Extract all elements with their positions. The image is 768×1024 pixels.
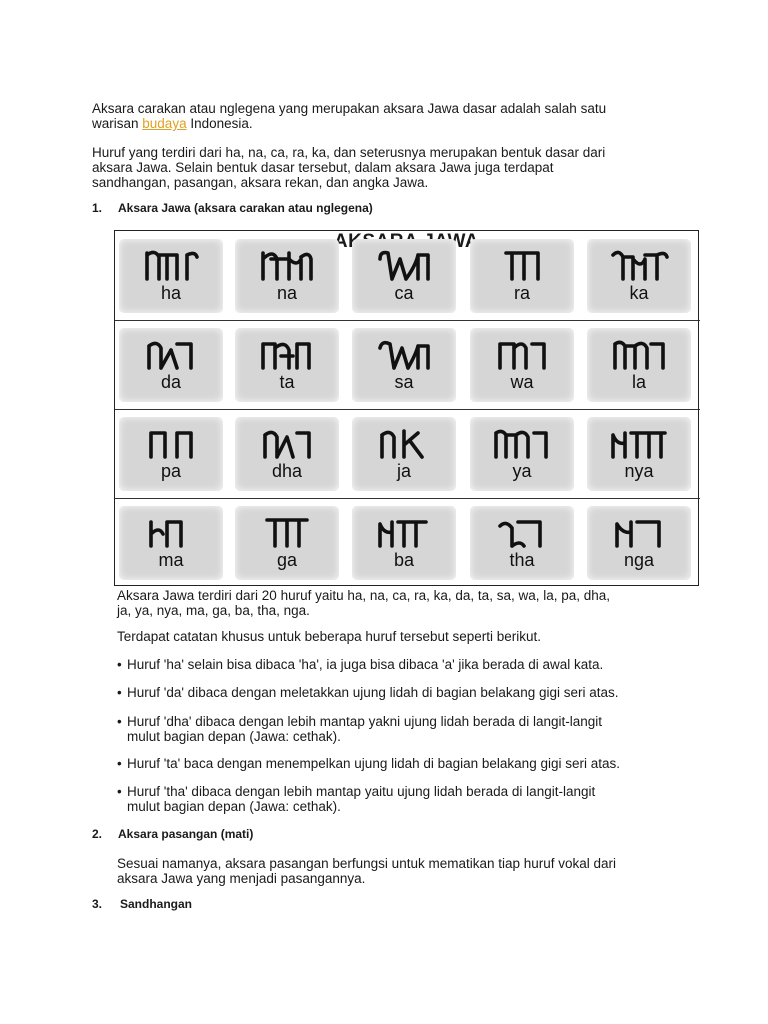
latin-label: sa xyxy=(394,372,414,392)
latin-label: ba xyxy=(393,550,415,570)
pa-glyph-icon xyxy=(137,423,205,463)
latin-label: ya xyxy=(512,461,532,481)
latin-label: ha xyxy=(160,283,182,303)
summary-line-1: Aksara Jawa terdiri dari 20 huruf yaitu ha, na, ca, ra, ka, da, ta, sa, wa, la, pa, dha, xyxy=(117,588,611,603)
tile-ga xyxy=(235,506,339,580)
latin-label: ma xyxy=(158,550,184,570)
tile-nga xyxy=(587,506,691,580)
intro-line-2-start: warisan xyxy=(92,116,143,131)
bullet-marker: • xyxy=(117,657,122,672)
list-item-text: Huruf 'da' dibaca dengan meletakkan ujung lidah di bagian belakang gigi seri atas. xyxy=(127,685,619,700)
ka-glyph-icon xyxy=(605,245,673,285)
latin-label: tha xyxy=(509,550,535,570)
section-2-line-1: Sesuai namanya, aksara pasangan berfungsi untuk mematikan tiap huruf vokal dari xyxy=(117,856,617,871)
nga-glyph-icon xyxy=(605,512,673,552)
nya-glyph-icon xyxy=(605,423,673,463)
da-glyph-icon xyxy=(137,334,205,374)
list-item-text: Huruf 'dha' dibaca dengan lebih mantap yakni ujung lidah berada di langit-langit xyxy=(127,714,602,729)
section-2-number: 2. xyxy=(92,827,103,841)
intro-line-1: Aksara carakan atau nglegena yang merupakan aksara Jawa dasar adalah salah satu xyxy=(92,101,607,116)
tile-tha xyxy=(470,506,574,580)
summary-paragraph xyxy=(117,588,610,618)
budaya-link[interactable]: budaya xyxy=(142,116,187,131)
latin-label: da xyxy=(160,372,182,392)
chart-row-3 xyxy=(115,409,700,498)
list-item xyxy=(117,657,692,672)
tile-ca xyxy=(352,239,456,313)
notes-intro: Terdapat catatan khusus untuk beberapa huruf tersebut seperti berikut. xyxy=(117,629,542,644)
latin-label: ra xyxy=(513,283,530,303)
section-1-number: 1. xyxy=(92,201,103,215)
latin-label: wa xyxy=(510,372,534,392)
ja-glyph-icon xyxy=(370,423,438,463)
tile-ha xyxy=(119,239,223,313)
tile-la xyxy=(587,328,691,402)
section-2-heading xyxy=(92,827,253,842)
section-3-heading xyxy=(92,897,192,912)
list-item xyxy=(117,784,692,814)
section-2-paragraph xyxy=(117,856,616,886)
wa-glyph-icon xyxy=(488,334,556,374)
tile-na xyxy=(235,239,339,313)
tile-ja xyxy=(352,417,456,491)
tile-pa xyxy=(119,417,223,491)
latin-label: nga xyxy=(623,550,655,570)
section-3-number: 3. xyxy=(92,897,103,911)
tile-ka xyxy=(587,239,691,313)
latin-label: ja xyxy=(396,461,411,481)
section-2-line-2: aksara Jawa yang menjadi pasangannya. xyxy=(117,871,366,886)
chart-row-1 xyxy=(115,231,700,319)
ha-glyph-icon xyxy=(137,245,205,285)
chart-row-4 xyxy=(115,498,700,587)
chart-row-2 xyxy=(115,320,700,409)
latin-label: ka xyxy=(629,283,649,303)
latin-label: la xyxy=(631,372,646,392)
tile-nya xyxy=(587,417,691,491)
tile-wa xyxy=(470,328,574,402)
latin-label: ca xyxy=(394,283,414,303)
definition-paragraph xyxy=(92,145,605,190)
bullet-marker: • xyxy=(117,756,122,771)
tile-ta xyxy=(235,328,339,402)
latin-label: na xyxy=(276,283,298,303)
na-glyph-icon xyxy=(253,245,321,285)
definition-line-2: aksara Jawa. Selain bentuk dasar tersebut, dalam aksara Jawa juga terdapat xyxy=(92,160,554,175)
dha-glyph-icon xyxy=(253,423,321,463)
tile-ma xyxy=(119,506,223,580)
ma-glyph-icon xyxy=(137,512,205,552)
ca-glyph-icon xyxy=(370,245,438,285)
list-item-text: Huruf 'tha' dibaca dengan lebih mantap yaitu ujung lidah berada di langit-langit xyxy=(127,784,596,799)
summary-line-2: ja, ya, nya, ma, ga, ba, tha, nga. xyxy=(117,603,310,618)
list-item-continuation: mulut bagian depan (Jawa: cethak). xyxy=(127,799,341,814)
bullet-marker: • xyxy=(117,714,122,729)
definition-line-3: sandhangan, pasangan, aksara rekan, dan angka Jawa. xyxy=(92,175,429,190)
ba-glyph-icon xyxy=(370,512,438,552)
section-1-heading xyxy=(92,201,373,216)
intro-paragraph xyxy=(92,101,606,131)
section-1-title: Aksara Jawa (aksara carakan atau nglegena) xyxy=(118,201,373,215)
list-item xyxy=(117,685,692,700)
intro-line-2-end: Indonesia. xyxy=(186,116,253,131)
ya-glyph-icon xyxy=(488,423,556,463)
ra-glyph-icon xyxy=(488,245,556,285)
list-item xyxy=(117,714,692,744)
section-3-title: Sandhangan xyxy=(120,897,193,911)
list-item-continuation: mulut bagian depan (Jawa: cethak). xyxy=(127,729,341,744)
sa-glyph-icon xyxy=(370,334,438,374)
tile-ra xyxy=(470,239,574,313)
bullet-marker: • xyxy=(117,784,122,799)
list-item-text: Huruf 'ha' selain bisa dibaca 'ha', ia juga bisa dibaca 'a' jika berada di awal kata. xyxy=(127,657,604,672)
tile-ba xyxy=(352,506,456,580)
ta-glyph-icon xyxy=(253,334,321,374)
latin-label: nya xyxy=(624,461,654,481)
list-item xyxy=(117,756,692,771)
tile-sa xyxy=(352,328,456,402)
definition-line-1: Huruf yang terdiri dari ha, na, ca, ra, ka, dan seterusnya merupakan bentuk dasar dari xyxy=(92,145,606,160)
tha-glyph-icon xyxy=(488,512,556,552)
ga-glyph-icon xyxy=(253,512,321,552)
list-item-text: Huruf 'ta' baca dengan menempelkan ujung lidah di bagian belakang gigi seri atas. xyxy=(127,756,620,771)
aksara-jawa-chart xyxy=(114,230,699,586)
latin-label: ta xyxy=(279,372,295,392)
tile-ya xyxy=(470,417,574,491)
tile-dha xyxy=(235,417,339,491)
latin-label: pa xyxy=(160,461,182,481)
section-2-title: Aksara pasangan (mati) xyxy=(118,827,254,841)
la-glyph-icon xyxy=(605,334,673,374)
tile-da xyxy=(119,328,223,402)
latin-label: dha xyxy=(271,461,303,481)
bullet-marker: • xyxy=(117,685,122,700)
latin-label: ga xyxy=(276,550,298,570)
